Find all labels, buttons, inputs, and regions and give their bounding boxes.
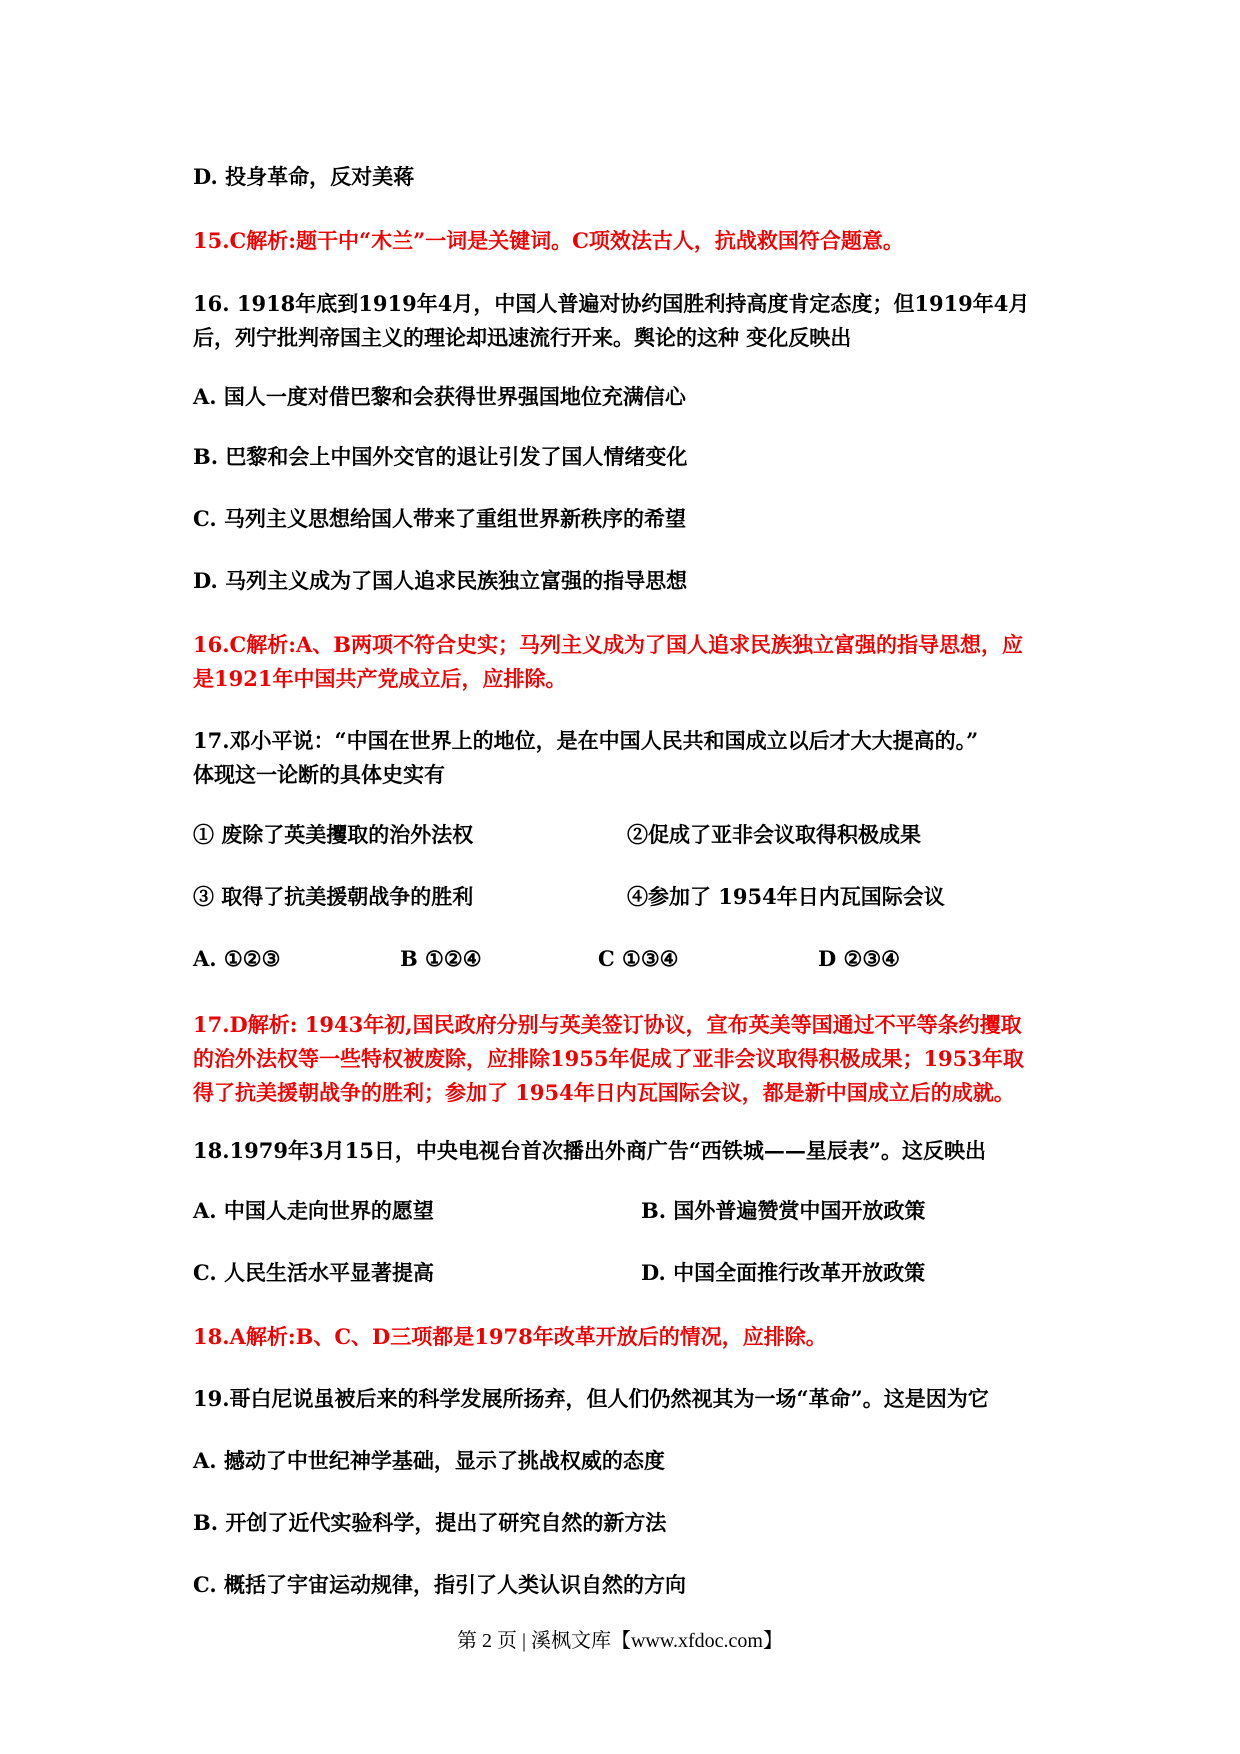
- answer-16-line2: 是1921年中国共产党成立后，应排除。: [193, 666, 567, 691]
- q17-stem-line2: 体现这一论断的具体史实有: [193, 762, 445, 787]
- q16-stem-line2: 后，列宁批判帝国主义的理论却迅速流行开来。舆论的这种 变化反映出: [193, 325, 852, 350]
- q18-option-d: D. 中国全面推行改革开放政策: [641, 1260, 926, 1285]
- q17-item-2: ②促成了亚非会议取得积极成果: [627, 822, 921, 847]
- q19-option-c: C. 概括了宇宙运动规律，指引了人类认识自然的方向: [193, 1572, 686, 1597]
- q16-option-d: D. 马列主义成为了国人追求民族独立富强的指导思想: [193, 568, 688, 593]
- q16-stem-line1: 16. 1918年底到1919年4月，中国人普遍对协约国胜利持高度肯定态度；但1919年4月: [193, 291, 1030, 316]
- page-footer: 第 2 页 | 溪枫文库【www.xfdoc.com】: [456, 1630, 783, 1652]
- q17-option-b: B ①②④: [400, 946, 482, 971]
- q17-option-d: D ②③④: [818, 946, 901, 971]
- q19-option-b: B. 开创了近代实验科学，提出了研究自然的新方法: [193, 1510, 667, 1535]
- q17-item-1: ① 废除了英美攫取的治外法权: [193, 822, 474, 847]
- answer-18: 18.A解析:B、C、D三项都是1978年改革开放后的情况，应排除。: [193, 1324, 827, 1349]
- answer-15: 15.C解析:题干中“木兰”一词是关键词。C项效法古人，抗战救国符合题意。: [193, 228, 904, 253]
- answer-17-line1: 17.D解析: 1943年初,国民政府分别与英美签订协议，宣布英美等国通过不平等条约攫取: [193, 1012, 1022, 1037]
- q16-option-b: B. 巴黎和会上中国外交官的退让引发了国人情绪变化: [193, 444, 688, 469]
- q17-option-a: A. ①②③: [193, 946, 281, 971]
- q16-option-a: A. 国人一度对借巴黎和会获得世界强国地位充满信心: [193, 384, 686, 409]
- answer-16-line1: 16.C解析:A、B两项不符合史实；马列主义成为了国人追求民族独立富强的指导思想，应: [193, 632, 1024, 657]
- q19-stem: 19.哥白尼说虽被后来的科学发展所扬弃，但人们仍然视其为一场“革命”。这是因为它: [193, 1386, 989, 1411]
- q18-stem: 18.1979年3月15日，中央电视台首次播出外商广告“西铁城——星辰表”。这反映出: [193, 1138, 986, 1163]
- answer-17-line3: 得了抗美援朝战争的胜利；参加了 1954年日内瓦国际会议，都是新中国成立后的成就。: [193, 1080, 1015, 1105]
- q18-option-a: A. 中国人走向世界的愿望: [193, 1198, 434, 1223]
- q16-option-c: C. 马列主义思想给国人带来了重组世界新秩序的希望: [193, 506, 686, 531]
- q14-option-d: D. 投身革命，反对美蒋: [193, 164, 415, 189]
- q17-item-3: ③ 取得了抗美援朝战争的胜利: [193, 884, 474, 909]
- q18-option-c: C. 人民生活水平显著提高: [193, 1260, 434, 1285]
- q17-stem-line1: 17.邓小平说：“中国在世界上的地位，是在中国人民共和国成立以后才大大提高的。”: [193, 728, 979, 753]
- q19-option-a: A. 撼动了中世纪神学基础，显示了挑战权威的态度: [193, 1448, 665, 1473]
- q17-option-c: C ①③④: [598, 946, 679, 971]
- answer-17-line2: 的治外法权等一些特权被废除，应排除1955年促成了亚非会议取得积极成果；1953年取: [193, 1046, 1024, 1071]
- q17-item-4: ④参加了 1954年日内瓦国际会议: [627, 884, 945, 909]
- q18-option-b: B. 国外普遍赞赏中国开放政策: [641, 1198, 926, 1223]
